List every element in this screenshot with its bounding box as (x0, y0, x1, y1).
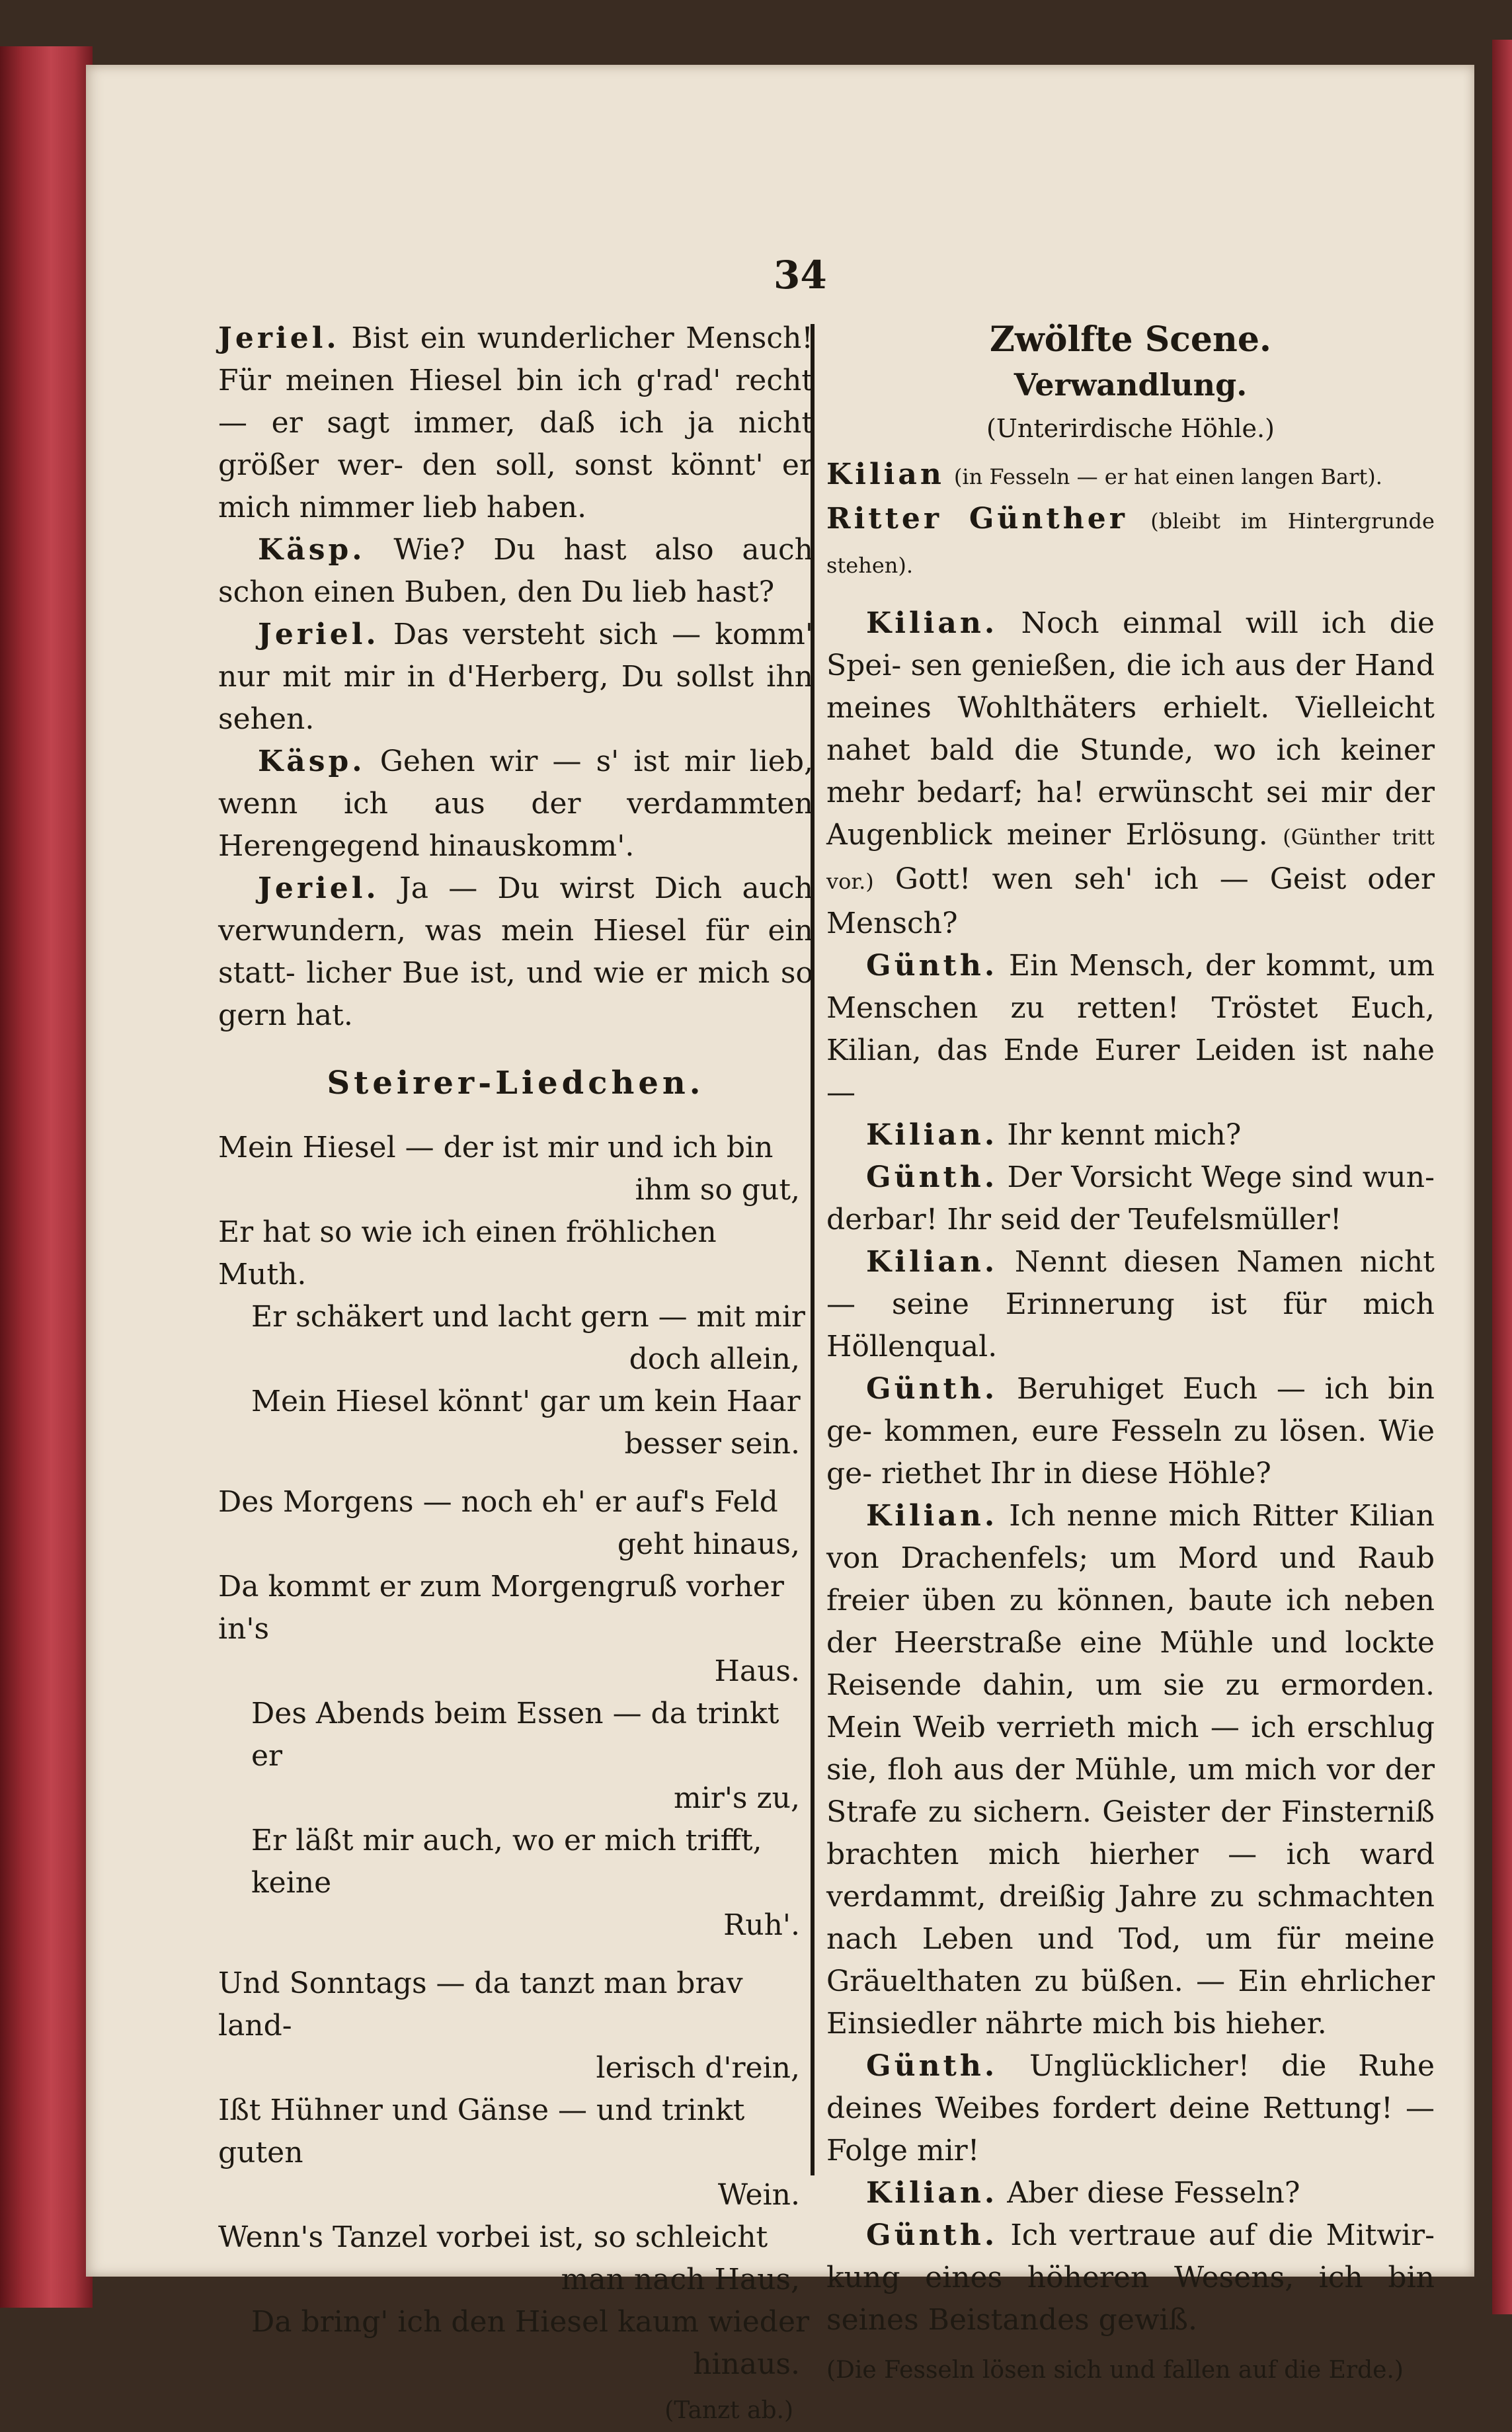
verse-line: Da kommt er zum Morgengruß vorher in's (218, 1570, 784, 1646)
dialogue-line: Käsp. Wie? Du hast also auch schon einen Buben, den Du lieb hast? (218, 533, 813, 609)
verse-line: Wenn's Tanzel vorbei ist, so schleicht (218, 2220, 768, 2254)
verse-line: Mein Hiesel — der ist mir und ich bin (218, 1131, 774, 1164)
dialogue-line: Kilian. Ich nenne mich Ritter Kilian von Drachenfels; um Mord und Raub freier üben zu können, baute ich neben der Heerstraße eine Mühle und lockte Reisende dahin, um sie zu ermorden. Mein Weib verrieth mich — ich erschlug sie, floh aus der Mühle, um mich vor der Strafe zu sichern. Geister der Finsterniß brachten mich hierher — ich ward verdammt, dreißig Jahre zu schmachten nach Leben und Tod, um für meine Gräuelthaten zu büßen. — Ein ehrlicher Einsiedler nährte mich bis hieher. (826, 1499, 1435, 2041)
book-edge (0, 46, 93, 2308)
song-title: Steirer-Liedchen. (327, 1065, 705, 1102)
verse-line: ihm so gut, (635, 1173, 800, 1207)
verse-line: Er läßt mir auch, wo er mich trifft, keine (251, 1824, 762, 1900)
right-column (826, 317, 1435, 2392)
cast-line: Kilian (in Fesseln — er hat einen langen Bart). (826, 458, 1382, 491)
stanza-3 (218, 1963, 813, 2386)
stanza-1 (218, 1127, 813, 1465)
scene-location: (Unterirdische Höhle.) (986, 414, 1275, 443)
dialogue-line: Jeriel. Das versteht sich — komm' nur mit mir in d'Herberg, Du sollst ihn sehen. (218, 618, 813, 736)
verse-line: Er hat so wie ich einen fröhlichen Muth. (218, 1215, 717, 1291)
left-column (218, 317, 813, 2432)
verse-line: geht hinaus, (617, 1527, 800, 1561)
dialogue-line: Jeriel. Ja — Du wirst Dich auch verwundern, was mein Hiesel für ein statt- licher Bue ist, und wie er mich so gern hat. (218, 871, 813, 1032)
verse-line: Ißt Hühner und Gänse — und trinkt guten (218, 2093, 745, 2169)
stage-direction: (Die Fesseln lösen sich und fallen auf die Erde.) (826, 2357, 1404, 2384)
dialogue-line: Kilian. Ihr kennt mich? (866, 1118, 1242, 1152)
verse-line: man nach Haus, (561, 2263, 800, 2296)
scene-subtitle: Verwandlung. (1014, 367, 1248, 403)
stanza-2 (218, 1481, 813, 1947)
verse-line: Er schäkert und lacht gern — mit mir (251, 1300, 805, 1334)
dialogue-line: Günth. Ich vertraue auf die Mitwir- kung eines höheren Wesens, ich bin seines Beistandes gewiß. (826, 2218, 1435, 2337)
dialogue-line: Kilian. Aber diese Fesseln? (866, 2176, 1300, 2210)
page-number: 34 (774, 253, 827, 298)
dialogue-line: Käsp. Gehen wir — s' ist mir lieb, wenn ich aus der verdammten Herengegend hinauskomm'. (218, 745, 813, 863)
dialogue-line: Kilian. Nennt diesen Namen nicht — seine Erinnerung ist für mich Höllenqual. (826, 1245, 1435, 1363)
verse-line: Wein. (717, 2178, 800, 2212)
verse-line: hinaus. (693, 2347, 800, 2381)
dialogue-line: Günth. Unglücklicher! die Ruhe deines Weibes fordert deine Rettung! — Folge mir! (826, 2049, 1435, 2168)
verse-line: Mein Hiesel könnt' gar um kein Haar (251, 1385, 801, 1418)
scene-title: Zwölfte Scene. (989, 319, 1272, 360)
cast-line: Ritter Günther (bleibt im Hintergrunde stehen). (826, 502, 1435, 578)
verse-line: Haus. (714, 1654, 800, 1688)
verse-line: besser sein. (624, 1427, 800, 1461)
book-edge-right (1492, 40, 1512, 2314)
dialogue-line: Günth. Beruhiget Euch — ich bin ge- kommen, eure Fesseln zu lösen. Wie ge- riethet Ihr in diese Höhle? (826, 1372, 1435, 1490)
verse-line: lerisch d'rein, (596, 2051, 800, 2085)
verse-line: doch allein, (629, 1342, 800, 1376)
verse-line: Ruh'. (723, 1908, 800, 1942)
dialogue-line: Günth. Der Vorsicht Wege sind wun- derbar! Ihr seid der Teufelsmüller! (826, 1160, 1435, 1236)
stage-direction: (Tanzt ab.) (664, 2397, 793, 2424)
verse-line: Des Abends beim Essen — da trinkt er (251, 1697, 779, 1773)
dialogue-line: Jeriel. Bist ein wunderlicher Mensch! Für meinen Hiesel bin ich g'rad' recht — er sagt immer, daß ich ja nicht größer wer- den soll, sonst könnt' er mich nimmer lieb haben. (218, 321, 813, 524)
verse-line: Da bring' ich den Hiesel kaum wieder (251, 2305, 810, 2339)
dialogue-line: Kilian. Noch einmal will ich die Spei- sen genießen, die ich aus der Hand meines Wohlthäters erhielt. Vielleicht nahet bald die Stunde, wo ich keiner mehr bedarf; ha! erwünscht sei mir der Augenblick meiner Erlösung. (Günther tritt vor.) Gott! wen seh' ich — Geist oder Mensch? (826, 606, 1435, 940)
verse-line: mir's zu, (674, 1781, 800, 1815)
verse-line: Des Morgens — noch eh' er auf's Feld (218, 1485, 778, 1519)
dialogue-line: Günth. Ein Mensch, der kommt, um Menschen zu retten! Tröstet Euch, Kilian, das Ende Eurer Leiden ist nahe — (826, 949, 1435, 1110)
verse-line: Und Sonntags — da tanzt man brav land- (218, 1966, 743, 2043)
